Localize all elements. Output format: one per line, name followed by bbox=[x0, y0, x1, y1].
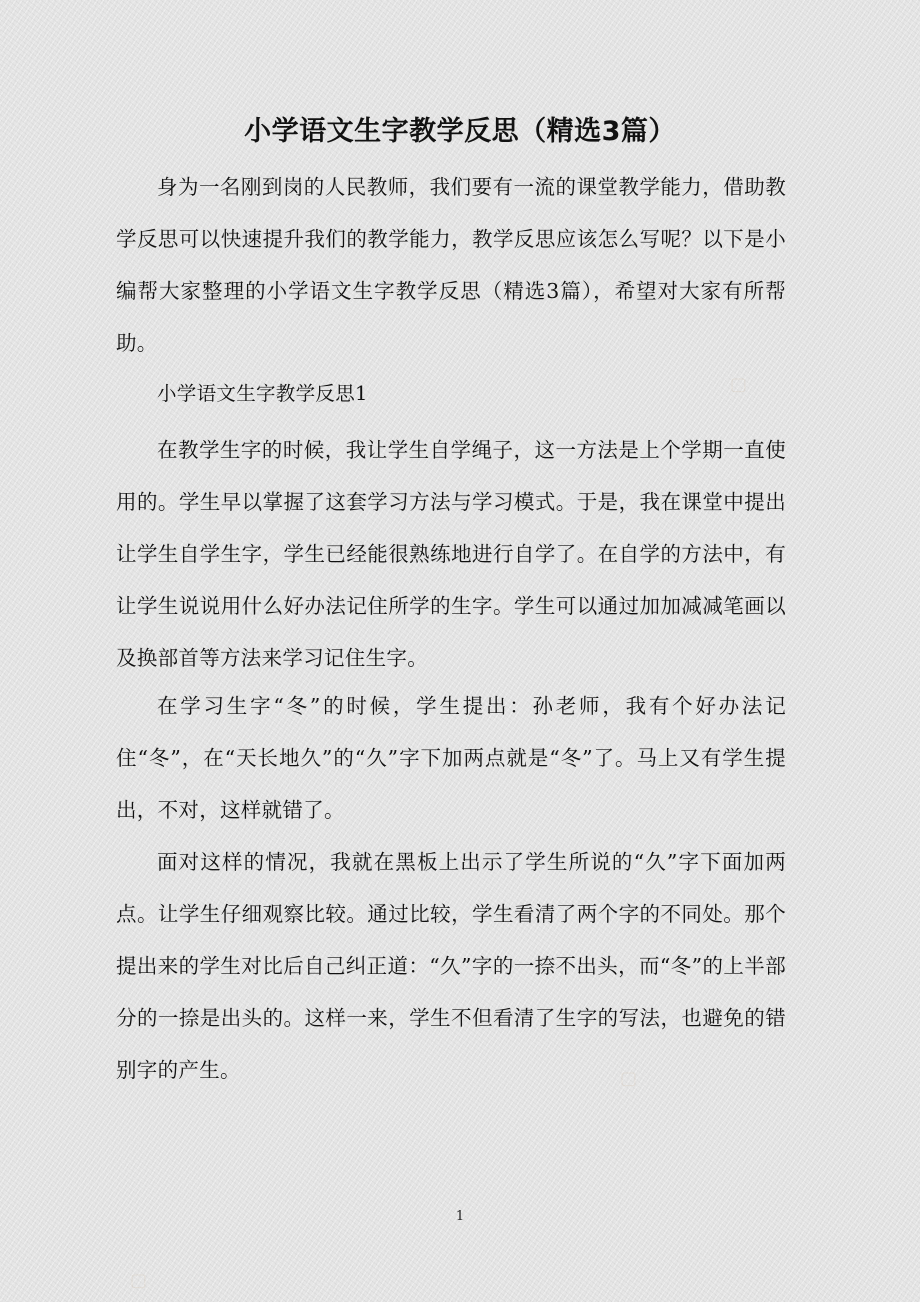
watermark-mark: ▢ bbox=[730, 374, 748, 395]
watermark-mark: ▢ bbox=[130, 1270, 148, 1291]
body-paragraph-2: 在学习生字“冬”的时候，学生提出：孙老师，我有个好办法记住“冬”，在“天长地久”的“久”字下加两点就是“冬”了。马上又有学生提出，不对，这样就错了。 bbox=[116, 694, 786, 822]
page-title: 小学语文生字教学反思（精选3篇） bbox=[244, 116, 676, 147]
watermark-mark: ▢ bbox=[620, 1068, 638, 1089]
intro-paragraph: 身为一名刚到岗的人民教师，我们要有一流的课堂教学能力，借助教学反思可以快速提升我们的教学能力，教学反思应该怎么写呢？以下是小编帮大家整理的小学语文生字教学反思（精选3篇），希望对大家有所帮助。 bbox=[116, 175, 786, 355]
body-paragraph-1: 在教学生字的时候，我让学生自学绳子，这一方法是上个学期一直使用的。学生早以掌握了这套学习方法与学习模式。于是，我在课堂中提出让学生自学生字，学生已经能很熟练地进行自学了。在自学的方法中，有让学生说说用什么好办法记住所学的生字。学生可以通过加加减减笔画以及换部首等方法来学习记住生字。 bbox=[116, 438, 786, 670]
page-number: 1 bbox=[455, 1209, 465, 1224]
section-heading: 小学语文生字教学反思1 bbox=[157, 382, 368, 405]
body-paragraph-3: 面对这样的情况，我就在黑板上出示了学生所说的“久”字下面加两点。让学生仔细观察比较。通过比较，学生看清了两个字的不同处。那个提出来的学生对比后自己纠正道：“久”字的一捺不出头，而“冬”的上半部分的一捺是出头的。这样一来，学生不但看清了生字的写法，也避免的错别字的产生。 bbox=[116, 850, 786, 1082]
